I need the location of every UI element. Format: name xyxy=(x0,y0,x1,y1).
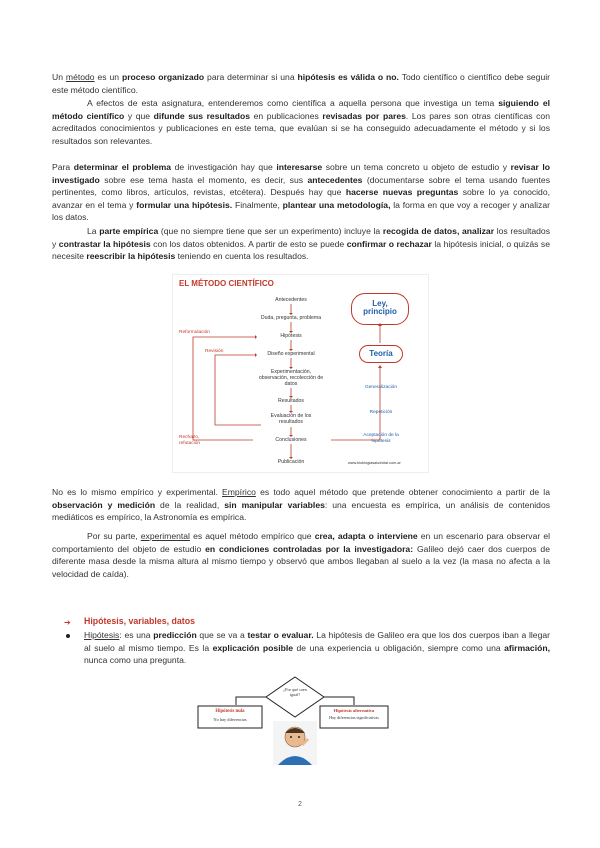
text: sobre ese tema hasta el momento, es decir, sus xyxy=(99,174,308,185)
emphasis: determinar el problema xyxy=(73,162,172,172)
text: la hipótesis inicial, o quizás se necesite xyxy=(52,238,550,262)
emphasis: testar o evaluar. xyxy=(247,630,314,640)
label-generalizacion: Generalización xyxy=(365,385,397,390)
text: y que xyxy=(124,110,154,121)
text: No es lo mismo empírico y experimental. xyxy=(52,487,223,497)
text: es un xyxy=(94,72,122,82)
emphasis: reescribir la hipótesis xyxy=(86,251,176,262)
text: que se va a xyxy=(196,630,248,640)
text: en publicaciones xyxy=(250,110,323,121)
text: sobre un tema concreto u objeto de estudio y xyxy=(322,162,511,172)
emphasis: antecedentes xyxy=(307,174,363,185)
emphasis: revisadas por pares xyxy=(322,110,406,121)
paragraph-scientist xyxy=(52,97,550,147)
text: teniendo en cuenta los resultados. xyxy=(175,251,309,262)
label-revision: Revisión xyxy=(205,349,224,354)
text: sobre lo ya conocido, avanzar en el tema y xyxy=(52,187,551,210)
null-hypothesis-title: Hipótesis nula xyxy=(215,709,245,714)
text: Para xyxy=(52,162,74,172)
text: A efectos de esta asignatura, entenderemos como científica a aquella persona que investiga un tema xyxy=(87,98,499,108)
text: de una experiencia u obligación, siempre como una xyxy=(293,642,505,653)
text: (que no siempre tiene que ser un experimento) incluye la xyxy=(158,226,383,236)
emphasis: hacerse nuevas preguntas xyxy=(345,187,459,198)
page-number: 2 xyxy=(298,801,302,808)
emphasis: contrastar la hipótesis xyxy=(58,238,151,249)
emphasis: observación y medición xyxy=(52,499,156,510)
text: la forma en que voy a recoger y analizar los datos. xyxy=(52,199,550,223)
paragraph-experimental xyxy=(52,530,550,580)
loop-reformulacion xyxy=(193,337,255,440)
text: de investigación hay que xyxy=(171,162,277,172)
emphasis: confirmar o rechazar xyxy=(346,238,432,249)
text: : una encuesta es empírica, un análisis de contenidos mediáticos es empírico, la Astronomía es empírica. xyxy=(52,499,551,523)
loop-aceptacion xyxy=(331,367,380,440)
question-diamond xyxy=(266,677,324,717)
emphasis: predicción xyxy=(153,630,197,640)
text: para determinar si una xyxy=(204,72,298,82)
question-text: ¿Por qué caen igual? xyxy=(283,687,307,697)
emphasis: recogida de datos, xyxy=(382,226,460,236)
text: con los datos obtenidos. A partir de esto se puede xyxy=(150,238,347,249)
text: Galileo dejó caer dos cuerpos de diferente masa desde la misma altura al mismo tiempo y observó que ambos llegaban al suelo a la vez (la masa no afecta a la velocidad de caída). xyxy=(52,543,550,579)
bullet-hipotesis xyxy=(84,629,550,667)
emphasis: revisar lo investigado xyxy=(52,162,551,185)
label-aceptacion: Aceptación de la hipótesis xyxy=(363,433,399,444)
teoria-badge xyxy=(359,345,403,363)
emphasis: hipótesis es válida o no. xyxy=(297,72,399,82)
emphasis: interesarse xyxy=(276,162,323,172)
alt-hypothesis-sub: Hay diferencias significativas xyxy=(329,715,379,720)
connector-left xyxy=(236,697,266,705)
connector-right xyxy=(324,697,354,705)
emphasis: analizar xyxy=(462,226,495,236)
label-repeticion: Repetición xyxy=(369,410,393,415)
step-resultados: Resultados xyxy=(278,398,304,404)
emphasis: plantear una metodología, xyxy=(282,199,391,210)
term-metodo: método xyxy=(65,72,95,82)
step-evaluacion: Evaluación de los resultados xyxy=(270,413,312,425)
emphasis: en condiciones controladas por la investigadora: xyxy=(205,543,414,554)
text: . Los pares son otras científicas con acreditados conocimientos y publicaciones en este tema, que evalúan si se ha conseguido adecuadamente el método y si los resultados son relevantes. xyxy=(52,110,550,146)
teoria-text: Teoría xyxy=(369,349,393,358)
term-experimental: experimental xyxy=(140,531,190,541)
text: La xyxy=(87,226,100,236)
text: Un xyxy=(52,72,66,82)
emphasis: difunde sus resultados xyxy=(153,110,251,121)
ley-principio-badge xyxy=(351,293,409,325)
arrow-bullet-icon: ➔ xyxy=(64,618,71,627)
emphasis: afirmación, xyxy=(504,642,550,653)
paragraph-problem xyxy=(52,161,550,224)
step-experimentacion: Experimentación, observación, recolección de datos xyxy=(258,369,324,387)
text: (documentarse sobre el tema usando fuentes pertinentes, como libros, artículos, revistas, etcétera). Después hay que xyxy=(52,174,550,198)
thinking-person-icon xyxy=(273,721,317,765)
text: es todo aquel método que pretende obtener conocimiento a partir de la xyxy=(255,487,550,497)
step-diseno: Diseño experimental xyxy=(267,351,315,357)
step-pregunta: Duda, pregunta, problema xyxy=(260,315,322,321)
step-hipotesis: Hipótesis xyxy=(280,333,302,339)
emphasis: siguiendo el método científico xyxy=(52,98,550,121)
step-antecedentes: Antecedentes xyxy=(275,297,307,303)
paragraph-empirical-part xyxy=(52,225,550,263)
step-conclusiones: Conclusiones xyxy=(275,437,307,443)
label-reformulacion: Reformulación xyxy=(179,330,210,335)
text: en un escenario para observar el comportamiento del objeto de estudio xyxy=(52,531,551,554)
emphasis: parte empírica xyxy=(99,226,159,236)
bullet-dot-icon xyxy=(66,634,70,638)
loop-revision xyxy=(215,355,261,425)
paragraph-method-definition xyxy=(52,71,550,96)
text: Finalmente, xyxy=(232,199,283,210)
emphasis: formular una hipótesis. xyxy=(136,199,233,210)
text: : es una xyxy=(119,630,154,640)
text: La hipótesis de Galileo era que los dos cuerpos iban a llegar al suelo al mismo tiempo. Es la xyxy=(84,630,550,653)
emphasis: sin manipular variables xyxy=(224,499,325,510)
text: Todo científico o científico debe seguir este método científico. xyxy=(52,72,551,95)
emphasis: explicación posible xyxy=(212,642,294,653)
text: es aquel método empírico que xyxy=(189,531,315,541)
text: de la realidad, xyxy=(155,499,225,510)
term-hipotesis: Hipótesis xyxy=(84,630,120,640)
hypothesis-diagram xyxy=(196,675,394,765)
text: los resultados y xyxy=(52,226,550,249)
null-hypothesis-sub: No hay diferencias xyxy=(213,717,247,722)
step-publicacion: Publicación xyxy=(277,459,305,465)
alt-hypothesis-title: Hipótesis alternativa xyxy=(333,708,375,713)
term-empirico: Empírico xyxy=(222,487,256,497)
emphasis: proceso organizado xyxy=(121,72,205,82)
scientific-method-diagram xyxy=(172,274,429,473)
section-heading: Hipótesis, variables, datos xyxy=(84,616,195,626)
text: Por su parte, xyxy=(87,531,141,541)
label-rechazo: Rechazo, refutación xyxy=(179,435,201,446)
diagram-source-url: www.bioblogiasaludvital.com.ar xyxy=(348,461,401,465)
emphasis: crea, adapta o interviene xyxy=(314,531,418,541)
ley-principio-text: Ley, principio xyxy=(363,299,397,316)
diagram-title: EL MÉTODO CIENTÍFICO xyxy=(179,279,274,288)
paragraph-empirico xyxy=(52,486,550,524)
text: nunca como una pregunta. xyxy=(84,655,187,666)
